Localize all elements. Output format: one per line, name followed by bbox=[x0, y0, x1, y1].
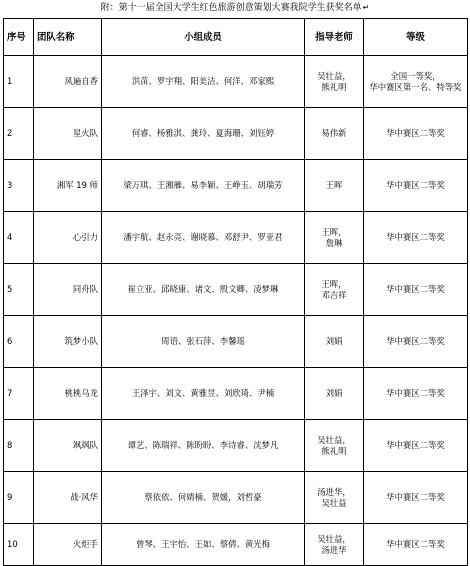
advisor-line-1: 王晖， bbox=[321, 226, 347, 237]
advisor-line-2: 詹琳 bbox=[325, 237, 343, 248]
document-caption bbox=[0, 0, 470, 16]
paragraph-mark-icon: ↵ bbox=[362, 3, 370, 12]
table-row bbox=[4, 368, 468, 420]
team-name: 湘军 19 师 bbox=[34, 160, 102, 212]
advisor-line-1: 王晖， bbox=[321, 278, 347, 289]
award-line-1: 华中赛区二等奖 bbox=[386, 336, 445, 346]
advisor-line-2: 邓吉祥 bbox=[321, 289, 347, 300]
award-cell bbox=[364, 472, 468, 524]
advisor-cell bbox=[305, 368, 364, 420]
advisor-cell bbox=[305, 264, 364, 316]
team-name: 飒飒队 bbox=[34, 420, 102, 472]
team-name: 火炬手 bbox=[34, 524, 102, 566]
award-line-1: 华中赛区二等奖 bbox=[386, 492, 445, 502]
header-members: 小组成员 bbox=[102, 19, 305, 56]
advisor-cell bbox=[305, 316, 364, 368]
advisor-line-1: 吴壮益， bbox=[317, 70, 351, 81]
row-index: 8 bbox=[4, 420, 34, 472]
table-row bbox=[4, 420, 468, 472]
advisor-cell bbox=[305, 56, 364, 108]
team-members: 蔡依依、何婧楠、贺媛，刘哲豪 bbox=[102, 472, 305, 524]
advisor-cell bbox=[305, 212, 364, 264]
team-name: 桃桃乌龙 bbox=[34, 368, 102, 420]
header-award: 等级 bbox=[364, 19, 468, 56]
award-cell bbox=[364, 108, 468, 160]
advisor-cell bbox=[305, 524, 364, 566]
team-name: 风遍自香 bbox=[34, 56, 102, 108]
table-row bbox=[4, 316, 468, 368]
row-index: 3 bbox=[4, 160, 34, 212]
award-line-1: 华中赛区二等奖 bbox=[386, 128, 445, 138]
header-team: 团队名称 bbox=[34, 19, 102, 56]
header-index: 序号 bbox=[4, 19, 34, 56]
award-cell bbox=[364, 368, 468, 420]
advisor-cell bbox=[305, 420, 364, 472]
advisor-cell bbox=[305, 472, 364, 524]
table-row bbox=[4, 108, 468, 160]
award-cell bbox=[364, 420, 468, 472]
row-index: 1 bbox=[4, 56, 34, 108]
award-line-2: 华中赛区第一名、特等奖 bbox=[369, 81, 462, 92]
award-line-1: 华中赛区二等奖 bbox=[386, 232, 445, 242]
advisor-line-1: 易伟新 bbox=[321, 128, 347, 138]
team-members: 梁万琪、王湘雁、易李颖、王峥玉、胡瑞芳 bbox=[102, 160, 305, 212]
team-members: 周语、张石萍、李馨瑶 bbox=[102, 316, 305, 368]
advisor-line-1: 吴壮益， bbox=[317, 533, 351, 544]
row-index: 4 bbox=[4, 212, 34, 264]
team-members: 王泽宇、刘文、黄雅昱、刘欣琦、尹楠 bbox=[102, 368, 305, 420]
row-index: 7 bbox=[4, 368, 34, 420]
team-members: 谭艺、陈瑞祥、陈盼盼、李诗睿、沈梦凡 bbox=[102, 420, 305, 472]
award-cell bbox=[364, 56, 468, 108]
advisor-line-2: 熊礼明 bbox=[321, 81, 347, 92]
row-index: 10 bbox=[4, 524, 34, 566]
award-cell bbox=[364, 264, 468, 316]
award-line-1: 华中赛区二等奖 bbox=[386, 284, 445, 294]
table-row bbox=[4, 212, 468, 264]
table-row bbox=[4, 264, 468, 316]
header-advisor: 指导老师 bbox=[305, 19, 364, 56]
table-row bbox=[4, 160, 468, 212]
team-name: 星火队 bbox=[34, 108, 102, 160]
row-index: 9 bbox=[4, 472, 34, 524]
advisor-cell bbox=[305, 108, 364, 160]
advisor-line-1: 王晖 bbox=[325, 180, 343, 190]
row-index: 2 bbox=[4, 108, 34, 160]
table-row bbox=[4, 56, 468, 108]
award-line-1: 华中赛区二等奖 bbox=[386, 539, 445, 549]
award-cell bbox=[364, 212, 468, 264]
award-line-1: 华中赛区二等奖 bbox=[386, 180, 445, 190]
table-header-row bbox=[4, 19, 468, 56]
advisor-line-1: 吴壮益， bbox=[317, 434, 351, 445]
award-cell bbox=[364, 160, 468, 212]
award-line-1: 全国一等奖， bbox=[390, 70, 441, 81]
team-members: 潘宇航、赵永亮、谢晓慕、邓舒尹、罗亚君 bbox=[102, 212, 305, 264]
advisor-cell bbox=[305, 160, 364, 212]
award-cell bbox=[364, 524, 468, 566]
advisor-line-2: 熊礼明 bbox=[321, 445, 347, 456]
advisor-line-2: 吴壮益 bbox=[321, 497, 347, 508]
team-members: 何睿、杨雅淇、龚玲、夏海珊、刘钰婷 bbox=[102, 108, 305, 160]
table-row bbox=[4, 524, 468, 566]
award-cell bbox=[364, 316, 468, 368]
team-members: 洪苗、罗宇翔、阳美洁、何洋、邓家熙 bbox=[102, 56, 305, 108]
team-members: 崔立亚、邱晓康、诸文、殷文卿、凌梦琳 bbox=[102, 264, 305, 316]
team-name: 心引力 bbox=[34, 212, 102, 264]
team-name: 同舟队 bbox=[34, 264, 102, 316]
advisor-line-1: 汤进华， bbox=[317, 486, 351, 497]
team-name: 战·风华 bbox=[34, 472, 102, 524]
award-line-1: 华中赛区二等奖 bbox=[386, 388, 445, 398]
team-members: 曾琴、王宇怡、王如、蔡倩、黄光梅 bbox=[102, 524, 305, 566]
award-line-1: 华中赛区二等奖 bbox=[386, 440, 445, 450]
table-row bbox=[4, 472, 468, 524]
row-index: 6 bbox=[4, 316, 34, 368]
team-name: 筑梦小队 bbox=[34, 316, 102, 368]
advisor-line-1: 刘娟 bbox=[325, 388, 343, 398]
row-index: 5 bbox=[4, 264, 34, 316]
caption-text: 附：第十一届全国大学生红色旅游创意策划大赛我院学生获奖名单 bbox=[100, 3, 362, 13]
advisor-line-1: 刘娟 bbox=[325, 336, 343, 346]
awards-table bbox=[3, 18, 468, 566]
advisor-line-2: 汤进华 bbox=[321, 544, 347, 555]
